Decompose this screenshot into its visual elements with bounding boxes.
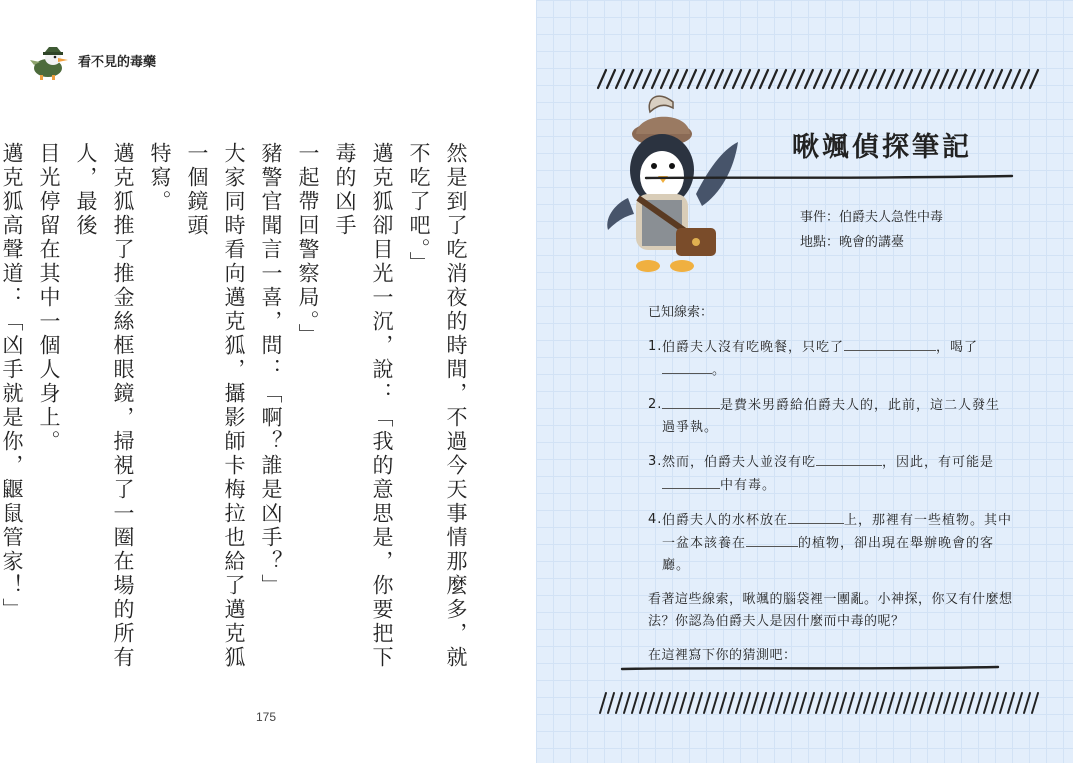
answer-blank[interactable]	[816, 451, 882, 466]
answer-blank[interactable]	[662, 394, 720, 409]
clue-text: 上，那裡有一些植物。其中一盆本該養在	[662, 513, 1013, 551]
text-column: 特寫。	[148, 142, 172, 214]
duck-detective-icon	[28, 38, 70, 82]
answer-blank[interactable]	[788, 509, 844, 524]
clue-text: 是費米男爵給伯爵夫人的，此前，這二人發生過爭執。	[662, 398, 1001, 435]
text-column: 大家同時看向邁克狐，攝影師卡梅拉也給了邁克狐一個鏡頭	[185, 142, 246, 670]
bottom-hatch-decoration	[594, 690, 1044, 716]
clue-number: 3.	[648, 454, 663, 469]
clue-text: 然而，伯爵夫人並沒有吃	[662, 455, 817, 470]
guess-prompt: 在這裡寫下你的猜測吧：	[648, 648, 797, 663]
text-column: 一起帶回警察局。」	[296, 142, 320, 348]
clue-text: 。	[712, 363, 727, 378]
place-label: 地點：晚會的講臺	[800, 235, 905, 250]
text-column: 目光停留在其中一個人身上。	[37, 142, 61, 454]
clue-item	[648, 451, 1013, 497]
left-page	[0, 0, 536, 763]
clues-section	[648, 302, 1013, 679]
page-header	[28, 38, 156, 82]
top-hatch-decoration	[594, 66, 1044, 92]
text-column: 然是到了吃消夜的時間，不過今天事情那麼多，就不吃了吧。」	[407, 142, 468, 670]
text-column: 豬警官聞言一喜，問：「啊？誰是凶手？」	[259, 142, 283, 598]
clue-text: ，喝了	[936, 340, 979, 355]
penguin-detective-illustration	[598, 90, 748, 280]
clue-item	[648, 394, 1013, 439]
clue-text: 中有毒。	[720, 478, 777, 493]
vertical-story-text	[0, 142, 474, 682]
clue-item	[648, 509, 1013, 577]
clue-item	[648, 336, 1013, 382]
reflection-paragraph: 看著這些線索，啾颯的腦袋裡一團亂。小神探，你又有什麼想法？你認為伯爵夫人是因什麼而中毒的呢？	[648, 592, 1013, 629]
answer-blank[interactable]	[844, 336, 936, 351]
clue-text: 伯爵夫人的水杯放在	[662, 513, 789, 528]
answer-blank[interactable]	[746, 532, 798, 547]
text-column: 邁克狐高聲道：「凶手就是你，鼴鼠管家！」	[0, 142, 24, 622]
text-column: 邁克狐卻目光一沉，說：「我的意思是，你要把下毒的凶手	[333, 142, 394, 670]
right-page	[536, 0, 1073, 763]
title-underline	[644, 172, 1014, 182]
book-title: 看不見的毒藥	[78, 54, 157, 70]
answer-blank[interactable]	[662, 359, 712, 374]
clue-text: 伯爵夫人沒有吃晚餐，只吃了	[662, 340, 845, 355]
clue-text: 的植物，卻出現在舉辦晚會的客廳。	[662, 536, 995, 573]
case-info	[800, 205, 943, 255]
text-column: 邁克狐推了推金絲框眼鏡，掃視了一圈在場的所有人，最後	[74, 142, 135, 670]
known-clues-label: 已知線索：	[648, 305, 714, 320]
case-label: 事件：伯爵夫人急性中毒	[800, 210, 944, 225]
clue-number: 1.	[648, 339, 663, 354]
page-number: 175	[256, 710, 277, 724]
clue-number: 4.	[648, 512, 663, 527]
answer-line[interactable]	[620, 662, 1000, 674]
note-title: 啾颯偵探筆記	[792, 132, 972, 163]
answer-blank[interactable]	[662, 474, 720, 489]
clue-number: 2.	[648, 397, 663, 412]
clue-text: ，因此，有可能是	[882, 455, 995, 470]
